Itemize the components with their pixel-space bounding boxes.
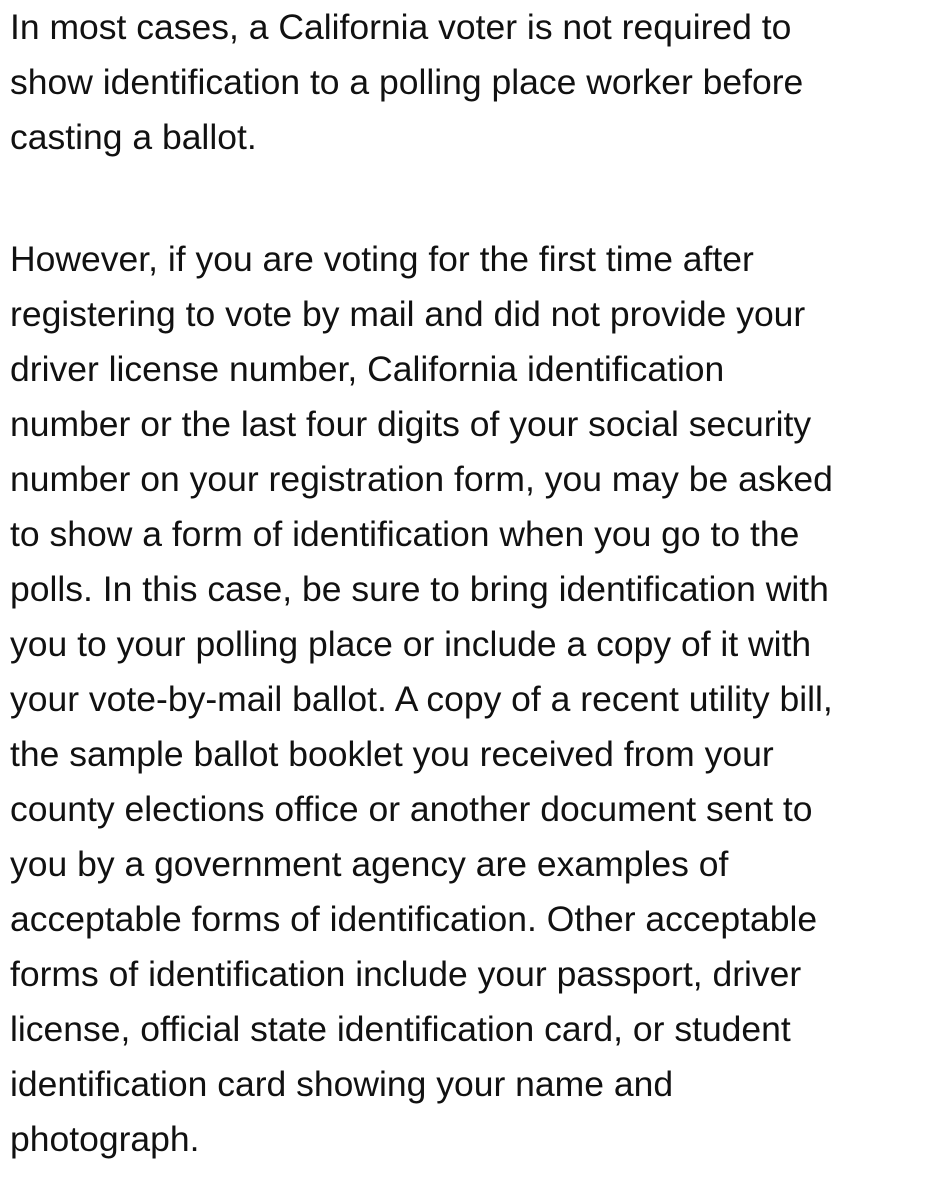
text-line: your vote-by-mail ballot. A copy of a recent utility bill, [10,679,833,719]
text-line: However, if you are voting for the first time after [10,239,754,279]
text-line: polls. In this case, be sure to bring identification with [10,569,829,609]
text-line: casting a ballot. [10,117,257,157]
text-line: photograph. [10,1119,200,1159]
text-line: to show a form of identification when you go to the [10,514,800,554]
text-line: In most cases, a California voter is not required to [10,7,792,47]
text-line: forms of identification include your passport, driver [10,954,802,994]
text-line: the sample ballot booklet you received from your [10,734,774,774]
text-line: registering to vote by mail and did not provide your [10,294,806,334]
text-line: county elections office or another document sent to [10,789,813,829]
paragraph-intro [10,0,803,165]
paragraph-identification [10,232,833,1167]
text-line: show identification to a polling place worker before [10,62,804,102]
text-line: you to your polling place or include a copy of it with [10,624,812,664]
text-line: number on your registration form, you may be asked [10,459,833,499]
text-line: license, official state identification card, or student [10,1009,791,1049]
text-line: acceptable forms of identification. Other acceptable [10,899,818,939]
text-line: identification card showing your name and [10,1064,674,1104]
text-line: number or the last four digits of your social security [10,404,812,444]
text-line: driver license number, California identification [10,349,725,389]
text-line: you by a government agency are examples of [10,844,729,884]
